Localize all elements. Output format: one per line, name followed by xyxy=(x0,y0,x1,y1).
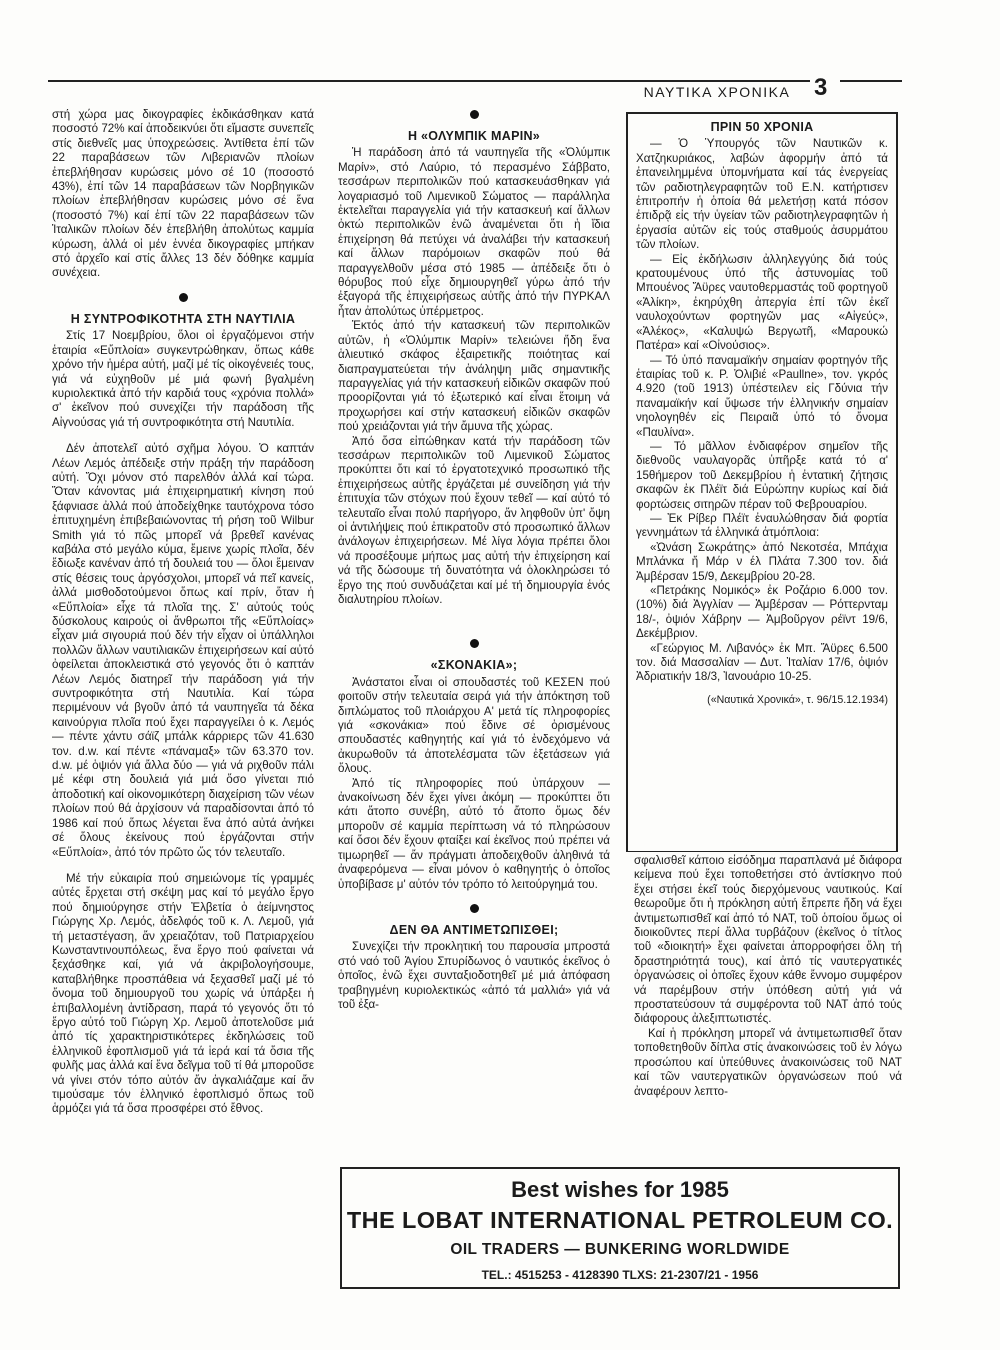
col2-paragraph-4: Ἀνάστατοι εἶναι οἱ σπουδαστές τοῦ ΚΕΣΕΝ πού φοιτοῦν στήν τελευταία σειρά γιά τήν ἀπόκτηση τοῦ διπλώματος τοῦ πλοιάρχου Α' μετά τίς πληροφορίες γιά «σκονάκια» πού ἔδινε σέ ὁρισμένους σπουδαστές καθηγητής καί γιά τό ἐνδεχόμενο νά ἀκυρωθοῦν τά ἀποτελέσματα τῶν ἐξετάσεων γιά ὅλους. xyxy=(338,675,610,776)
column-1 xyxy=(52,108,314,1117)
col3-paragraph-2: Καί ἡ πρόκληση μπορεῖ νά ἀντιμετωπισθεῖ ὅταν τοποθετηθοῦν δίπλα στίς ἀνακοινώσεις τοῦ ἐν λόγω προσώπου καί ὑπεύθυνες ἀνακοινώσεις τοῦ ΝΑΤ καί τῶν ναυτεργατικῶν ὀργανώσεων πού νά ἀναφέρουν λεπτο- xyxy=(634,1026,902,1098)
col1-heading: Η ΣΥΝΤΡΟΦΙΚΟΤΗΤΑ ΣΤΗ ΝΑΥΤΙΛΙΑ xyxy=(70,311,296,326)
header-rule-left xyxy=(48,80,810,82)
col2-paragraph-1: Ἡ παράδοση ἀπό τά ναυπηγεῖα τῆς «Ὀλύμπικ Μαρίν», στό Λαύριο, τό περασμένο Σάββατο, τεσσάρων περιπολικῶν πού κατασκευάσθηκαν γιά λογαριασμό τοῦ Λιμενικοῦ Σώματος — παράλληλα ἐκτελεῖται παραγγελία γιά τήν κατασκευή καί ἄλλων ὀκτώ περιπολικῶν ἐνῶ ἀναμένεται ὅτι ἡ ἴδια ἐπιχείρηση θά πετύχει νά ἀναλάβει τήν κατασκευή καί ἄλλων παρόμοιων σκαφῶν πού θά παραγγελθοῦν μέσα στό 1985 — ἀπέδειξε ὅτι ὁ θόρυβος πού εἶχε δημιουργηθεῖ γύρω ἀπό τήν ἐξαγορά τῆς ἐπιχειρήσεως αὐτῆς ἀπό τήν ΠΥΡΚΑΛ ἦταν ἀπολύτως ὑπέρμετρος. xyxy=(338,146,610,318)
publication-title: ΝΑΥΤΙΚΑ ΧΡΟΝΙΚΑ xyxy=(643,84,791,100)
ad-company-name: THE LOBAT INTERNATIONAL PETROLEUM CO. xyxy=(346,1207,894,1233)
column-2 xyxy=(338,106,610,1012)
col2-heading-antimetopisthei: ΔΕΝ ΘΑ ΑΝΤΙΜΕΤΩΠΙΣΘΕΙ; xyxy=(389,922,559,937)
lobat-advertisement xyxy=(340,1167,900,1289)
col2-paragraph-2: Ἐκτός ἀπό τήν κατασκευή τῶν περιπολικῶν αὐτῶν, ἡ «Ὀλύμπικ Μαρίν» τελειώνει ἤδη ἕνα ἁλιευτικό σκάφος ἐξαιρετικῆς ποιότητας καί διαπραγματεύεται τήν ἀνάληψη μιᾶς σημαντικῆς παραγγελίας γιά τήν κατασκευή εἰδικῶν σκαφῶν πού προορίζονται γιά τό ἐξωτερικό καί εἶναι ἕτοιμη νά προχωρήσει καί στήν κατασκευή εἰδικῶν σκαφῶν πού χρειάζονται γιά τήν ἄμυνα τῆς χώρας. xyxy=(338,319,610,434)
page-number: 3 xyxy=(814,74,828,101)
box-source: («Ναυτικά Χρονικά», τ. 96/15.12.1934) xyxy=(707,693,888,706)
bullet-dot xyxy=(179,293,188,302)
header-rule-right xyxy=(840,80,902,82)
box-paragraph-4: — Τό μᾶλλον ἐνδιαφέρον σημεῖον τῆς διεθνοῦς ναυλαγορᾶς ὑπῆρξε κατά τό α' 15θήμερον τοῦ Δεκεμβρίου ἡ ἐντατική ζήτησις σκαφῶν ἐκ Πλέϊτ διά Εὐρώπην κυρίως καί διά φορτώσεις σιτηρῶν πέραν τοῦ Φεβρουαρίου. xyxy=(636,439,888,511)
ad-tagline: OIL TRADERS — BUNKERING WORLDWIDE xyxy=(450,1241,790,1258)
prin-50-chronia-box xyxy=(626,112,898,852)
ad-greeting: Best wishes for 1985 xyxy=(511,1177,729,1202)
col2-paragraph-3: Ἀπό ὅσα εἰπώθηκαν κατά τήν παράδοση τῶν τεσσάρων περιπολικῶν τοῦ Λιμενικοῦ Σώματος προκύπτει ὅτι καί τό ἐργατοτεχνικό προσωπικό τῆς ἐπιχειρήσεως αὐτῆς ἐργάζεται μέ συνείδηση γιά τήν ἐπιτυχία τῶν στόχων πού ἔχουν τεθεῖ — καί αὐτό τό τελευταῖο εἶναι πολύ παρήγορο, ἄν ληφθοῦν ὑπ' ὄψη οἱ ἀντιλήψεις πού ἐπικρατοῦν στό προσωπικό ἄλλων ἀνάλογων ἐπιχειρήσεων. Μέ λίγα λόγια πρέπει ὅλοι νά προσέξουμε μήπως μας αὐτή τήν ἐπιχείρηση καί νά τῆς δώσουμε τή δυνατότητα νά ὁλοκληρώσει τό ἔργο της πού συνδυάζεται καί μέ τή δημιουργία ἑνός διαλυτηρίου πλοίων. xyxy=(338,434,610,606)
col1-paragraph-2: Στίς 17 Νοεμβρίου, ὅλοι οἱ ἐργαζόμενοι στήν ἑταιρία «Εὔπλοία» συγκεντρώθηκαν, ὅπως κάθε χρόνο τήν ἡμέρα αὐτή, μαζί μέ τίς οἰκογένειές τους, γιά νά εὐχηθοῦν μέ μιά φωνή βγαλμένη κυριολεκτικά ἀπό τήν καρδιά τους «χρόνια πολλά» σ' ἐκεῖνον πού συνεχίζει τήν παράδοση τῆς Αἰγνούσας γιά τή συντροφικότητα στή Ναυτιλία. xyxy=(52,329,314,429)
ad-contact: TEL.: 4515253 - 4128390 TLXS: 21-2307/21 - 1956 xyxy=(481,1268,759,1282)
col2-heading-olympic: Η «ΟΛΥΜΠΙΚ ΜΑΡΙΝ» xyxy=(407,129,541,143)
bullet-dot xyxy=(470,904,479,913)
col3-paragraph-1: σφαλισθεῖ κάποιο εἰσόδημα παραπλανά μέ διάφορα κείμενα πού ἔχει τοποθετήσει στό ἀντίσκηνο πού ἔχει στήσει ἐκεῖ τούς διερχόμενους ναυτικούς. Καί θεωροῦμε ὅτι ἡ πρόκληση αὐτή ἔπρεπε ἤδη νά ἔχει ἀντιμετωπισθεῖ καί ἀπό τό ΝΑΤ, τοῦ ὁποίου ὅμως οἱ διοικοῦντες περί ἄλλα τυρβάζουν (ἐκεῖνος ὁ τίτλος τοῦ «διοικητή» ἔχει φαίνεται ἀπορροφήσει ὅλη τή δραστηριότητά τους), καί ἀπό τίς ναυτεργατικές ὀργανώσεις οἱ ὁποῖες ἔχουν κάθε ἔννομο συμφέρον νά παρέμβουν στήν ὑπόθεση αὐτή γιά νά προστατεύσουν τά συμφέροντα τοῦ ΝΑΤ ἀπό τούς διάφορους ἀλεξιπτωτιστές. xyxy=(634,854,902,1026)
col1-paragraph-1: στή χώρα μας δικογραφίες ἐκδικάσθηκαν κατά ποσοστό 72% καί ἀποδεικνύει ὅτι εἴμαστε συνεπεῖς στίς διεθνεῖς μας ὑποχρεώσεις. Ἀντίθετα ἐπί τῶν 22 παραβάσεων τῶν Λιβεριανῶν πλοίων ἐπεβλήθησαν κυρώσεις μόνο σέ 10 (ποσοστό 43%), ἐπί τῶν 14 παραβάσεων τῶν Νορβηγικῶν πλοίων ἐπεβλήθησαν κυρώσεις μόνο σέ ἕνα (ποσοστό 7%) καί ἐπί τῶν 22 παραβάσεων τῶν Ἰταλικῶν πλοίων δέν ἐπεβλήθη ἀπολύτως καμμία κύρωση, ἀλλά οἱ μέν ἐννέα δικογραφίες μπήκαν στό ἀρχεῖο καί στίς ἄλλες 13 δέν δόθηκε καμμία συνέχεια. xyxy=(52,108,314,280)
box-paragraph-5: — Ἐκ Ρίβερ Πλέϊτ ἐναυλώθησαν διά φορτία γεννημάτων τά ἑλληνικά ἀτμόπλοια: xyxy=(636,511,888,540)
box-paragraph-1: — Ὁ Ὑπουργός τῶν Ναυτικῶν κ. Χατζηκυριάκος, λαβών ἀφορμήν ἀπό τά ἐπανειλημμένα ὑπομνήματα καί τάς ἐνεργείας τῶν ραδιοτηλεγραφητῶν τοῦ Ε.Ν. κατήρτισεν ἐπιτροπήν ἡ ὁποία θά μελετήσῃ κατά πόσον ἐπιδρᾷ εἰς τήν ὑγείαν τῶν ραδιοτηλεγραφητῶν ἡ ἐργασία αὐτῶν εἰς τούς σταθμούς ἀσυρμάτου τῶν πλοίων. xyxy=(636,137,888,252)
col2-heading-skonakia: «ΣΚΟΝΑΚΙΑ»; xyxy=(430,658,518,673)
column-3-continuation xyxy=(634,854,902,1099)
box-paragraph-3: — Τό ὑπό παναμαϊκήν σημαίαν φορτηγόν τῆς ἑταιρίας τοῦ κ. Ρ. Ὀλιβιέ «Paullne», τον. γκρός 4.920 (τοῦ 1913) ὑπέστειλεν εἰς Γδύνια τήν παναμαϊκήν καί ὕψωσε τήν ἑλληνικήν σημαίαν νηολογηθέν εἰς Πειραιᾶ ὑπό τό ὄνομα «Παυλίνα». xyxy=(636,353,888,439)
bullet-dot xyxy=(470,110,479,119)
box-paragraph-8: «Γεώργιος Μ. Λιβανός» ἐκ Μπ. Ἄϋρες 6.500 τον. διά Μασσαλίαν — Δυτ. Ἰταλίαν 17/6, ὀψιόν Ἀδριατικήν 18/3, Ἰανουάριο 10-25. xyxy=(636,641,888,684)
box-paragraph-7: «Πετράκης Νομικός» ἐκ Ροζάριο 6.000 τον. (10%) διά Ἀγγλίαν — Ἀμβέρσαν — Ρόττερνταμ 18/-, ὀψιόν Χάβρην — Ἀμβοῦργον ρέϊντ 19/6, Δεκέμβριον. xyxy=(636,584,888,641)
box-heading: ΠΡΙΝ 50 ΧΡΟΝΙΑ xyxy=(710,120,814,134)
box-paragraph-6: «Ὠνάση Σωκράτης» ἀπό Νεκοτσέα, Μπάχια Μπλάνκα ἤ Μάρ ν έλ Πλάτα 7.300 τον. διά Ἀμβέρσαν 15/9, Δεκεμβρίου 20-28. xyxy=(636,540,888,583)
col2-paragraph-5: Ἀπό τίς πληροφορίες πού ὑπάρχουν — ἀνακοίνωση δέν ἔχει γίνει ἀκόμη — προκύπτει ὅτι κάτι ἄτοπο συνέβη, αὐτό τό ἄτοπο ὅμως δέν μποροῦν σέ καμμία περίπτωση νά τό πληρώσουν καί ὅσοι δέν ἔχουν φταίξει καί ἐκεῖνος πού πρέπει νά τιμωρηθεῖ — ἄν πράγματι ἀποδειχθοῦν ἀληθινά τά ἀναφερόμενα — εἶναι μόνον ὁ καθηγητής ὁ ὁποῖος ὑποβίβασε μ' αὐτόν τόν τρόπο τό λειτούργημά του. xyxy=(338,776,610,891)
col1-paragraph-4: Μέ τήν εὐκαιρία πού σημειώνομε τίς γραμμές αὐτές ἔρχεται στή σκέψη μας καί τό μεγάλο ἔργο πού δημιούργησε στήν Ἐλβετία ὁ ἀείμνηστος Γιώργης Χρ. Λεμός, ἀδελφός τοῦ κ. Λ. Λεμοῦ, γιά τή μεταστέγαση, ἄν χρειαζόταν, τοῦ Πατριαρχείου Κωνσταντινουπόλεως, ἕνα ἔργο πού φαίνεται νά ξεχάσθηκε καί, γιά νά ἀκριβολογήσουμε, καταβλήθηκε προσπάθεια νά ξεχασθεῖ μαζί μέ τό ὄνομα τοῦ δημιουργοῦ του χωρίς νά ὑπάρξει ἡ ἐπιβαλλομένη ἀντίδραση, παρά τό γεγονός ὅτι τό ἔργο αὐτό τοῦ Γιώργη Χρ. Λεμοῦ ἀποτελοῦσε μιά ἀπό τίς χαρακτηριστικότερες ἐκδηλώσεις τοῦ ἑλληνικοῦ ἐφοπλισμοῦ γιά τά ἱερά καί τά ὅσια τῆς φυλῆς μας ἀλλά καί ἕνα δεῖγμα τοῦ τί θά μποροῦσε νά γίνει στόν τόπο αὐτόν ἄν ἀγκαλιάζαμε καί ἄν τιμούσαμε τόν ἑλληνικό ἐφοπλισμό ὅπως τοῦ ἁρμόζει γιά τά ὅσα προσφέρει στό ἔθνος. xyxy=(52,871,314,1116)
col1-paragraph-3: Δέν ἀποτελεῖ αὐτό σχῆμα λόγου. Ὁ καπτάν Λέων Λεμός ἀπέδειξε στήν πράξη τήν παράδοση αὐτή. Ὄχι μόνον στό παρελθόν ἀλλά καί τώρα. Ὅταν κάνοντας μιά ἐπιχειρηματική κίνηση πού ξάφνιασε ἀλλά πού ἀποδείχθηκε ταυτόχρονα τόσο ἐπιτυχημένη ἐπιβεβαιώνοντας τή ρήση τοῦ Wilbur Smith γιά τό πῶς μπορεῖ νά βρεθεῖ κανένας καβάλα στό μεγάλο κύμα, ἔμεινε χωρίς πλοῖα, δέν ἔδιωξε κανέναν ἀπό τή δουλειά του — ὅλοι ἔμειναν στίς θέσεις τους ἀργόσχολοι, μπορεῖ νά πεῖ κανείς, ἀλλά μισθοδοτούμενοι ὅπως καί πρίν, ὅταν ἡ «Εὔπλοία» εἶχε τά πλοῖα της. Σ' αὐτούς τούς δύσκολους καιρούς οἱ ἄνθρωποι τῆς «Εὔπλοίας» εἶχαν μιά σιγουριά πού δέν τήν εἶχαν οἱ ὑπάλληλοι πολλῶν ἄλλων ναυτιλιακῶν ἐπιχειρήσεων καί αὐτό ὀφείλεται ἀποκλειστικά στό γεγονός ὅτι ὁ καπτάν Λέων Λεμός διατηρεῖ τήν παράδοση γιά τήν συντροφικότητα στή Ναυτιλία. Καί τώρα περιμένουν νά βγοῦν ἀπό τά ναυπηγεῖα τά δέκα καινούργια πλοῖα πού ἔχει παραγγείλει ὁ κ. Λεμός — πέντε χάντυ σάϊζ μπάλκ κάρριερς τῶν 41.630 τον. d.w. καί πέντε «πάναμαξ» τῶν 63.370 τον. d.w. μέ ὁψιόν γιά ἄλλα δύο — γιά νά ριχθοῦν πάλι μέ κέφι στη δουλειά γιά μιά ὅσο γίνεται πιό ἀποδοτική καί οἰκονομικότερη διαχείριση τῶν νέων πλοίων πού θά ἀρχίσουν νά παραδίσονται ἀπό τό 1986 καί πού ὅπως λέγεται ἕνα ἀπό αὐτά ἀνήκει σέ ὅλους ἐκείνους πού ἐργάζονται στήν «Εὔπλοία», ἀπό τόν πρῶτο ὥς τόν τελευταῖο. xyxy=(52,442,314,859)
bullet-dot xyxy=(470,639,479,648)
box-paragraph-2: — Εἰς ἐκδήλωσιν ἀλληλεγγύης διά τούς κρατουμένους ὑπό τῆς ἀστυνομίας τοῦ Μπουένος Ἄϋρες ναυτοθερμαστάς τοῦ φορτηγοῦ «Ἀλίκη», ἐκηρύχθη ἀπεργία ἐπί τῶν ἐκεῖ ναυλοχούντων φορτηγῶν μας «Αἰγεύς», «Ἀλέκος», «Καλυψώ Βεργωτῆ, «Μαρουκώ Πατέρα» καί «Οἰνούσιος». xyxy=(636,252,888,353)
col2-paragraph-6: Συνεχίζει τήν προκλητική του παρουσία μπροστά στό ναό τοῦ Ἁγίου Σπυρίδωνος ὁ ναυτικός ἐκεῖνος ὁ ὁποῖος, ἐνῶ ἔχει συνταξιοδοτηθεῖ μέ μιά ἀπόφαση τραβηγμένη κυριολεκτικώς «ἀπό τά μαλλιά» γιά νά τοῦ ἐξα- xyxy=(338,940,610,1011)
